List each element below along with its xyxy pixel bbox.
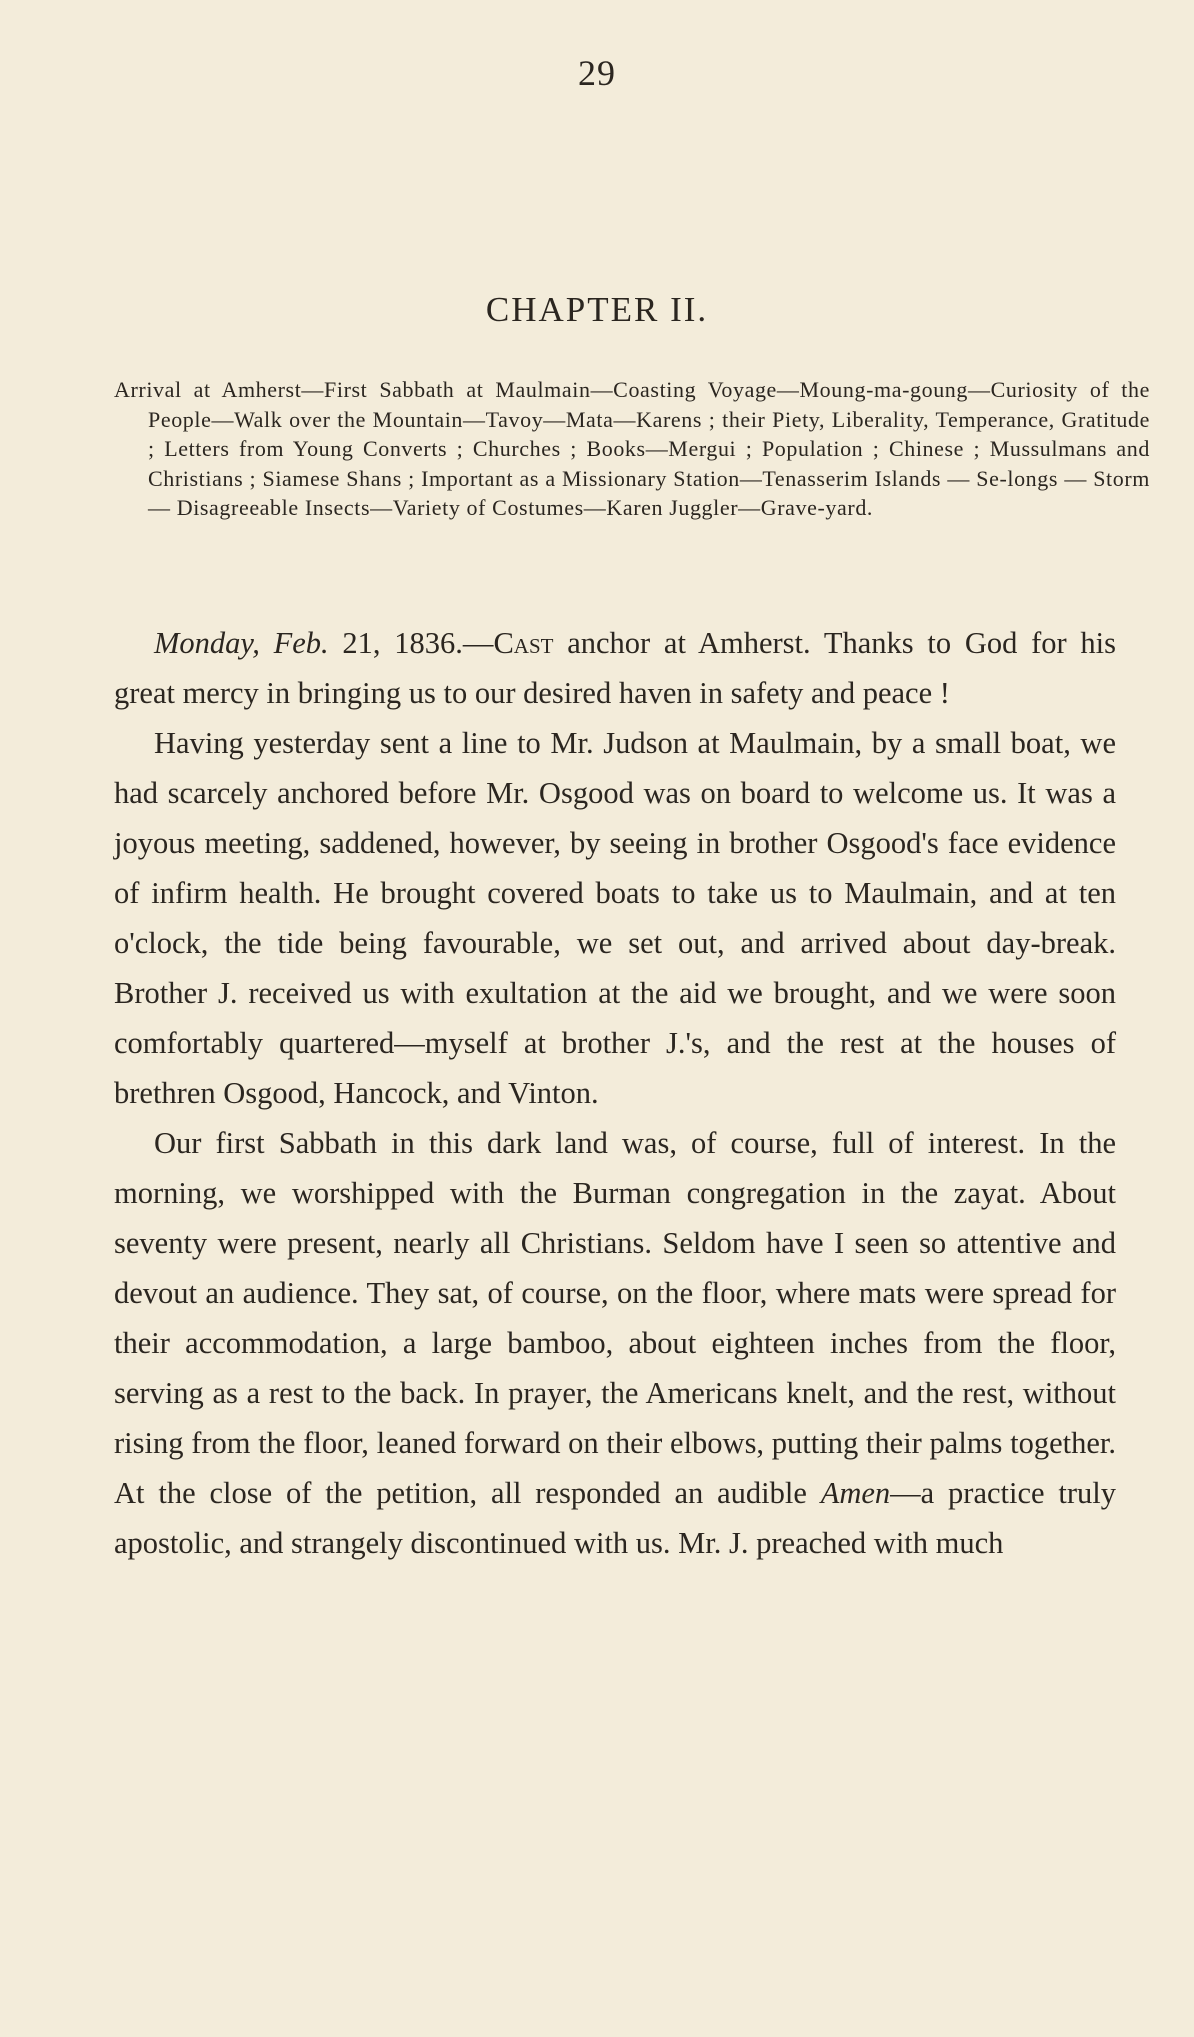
chapter-title: CHAPTER II. [485,290,709,329]
page-number: 29 [578,53,616,93]
entry-date: Monday, Feb. [154,626,329,660]
paragraph-2: Having yesterday sent a line to Mr. Judson at Maulmain, by a small boat, we had scarcely anchored before Mr. Osgood was on board to welcome us. It was a joyous meeting, saddened, however, by seeing in brother Osgood's face evidence of infirm health. He brought covered boats to take us to Maulmain, and at ten o'clock, the tide being favourable, we set out, and arrived about day-break. Brother J. received us with exultation at the aid we brought, and we were soon comfortably quartered—myself at brother J.'s, and the rest at the houses of brethren Osgood, Hancock, and Vinton. [114,726,1116,1110]
paragraph-1 [114,618,1116,718]
paragraph-3-text-before: Our first Sabbath in this dark land was, of course, full of interest. In the morning, we worshipped with the Burman congregation in the zayat. About seventy were present, nearly all Christians. Seldom have I seen so attentive and devout an audience. They sat, of course, on the floor, where mats were spread for their accommodation, a large bamboo, about eighteen inches from the floor, serving as a rest to the back. In prayer, the Americans knelt, and the rest, without rising from the floor, leaned forward on their elbows, putting their palms together. At the close of the petition, all responded an audible [114,1126,1116,1510]
body-text [114,618,1116,1568]
paragraph-3-text-after: —a practice truly apostolic, and strangely discontinued with us. Mr. J. preached with much [114,1476,1116,1560]
chapter-summary: Arrival at Amherst—First Sabbath at Maulmain—Coasting Voyage—Moung-ma-goung—Curiosity of the People—Walk over the Mountain—Tavoy—Mata—Karens ; their Piety, Liberality, Temperance, Gratitude ; Letters from Young Converts ; Churches ; Books—Mergui ; Population ; Chinese ; Mussulmans and Christians ; Siamese Shans ; Important as a Missionary Station—Tenasserim Islands — Se-longs — Storm — Disagreeable Insects—Variety of Costumes—Karen Juggler—Grave-yard. [114,377,1150,520]
paragraph-1-text: anchor at Amherst. Thanks to God for his great mercy in bringing us to our desired haven in safety and peace ! [114,626,1117,710]
entry-first-word: Cast [493,626,554,660]
entry-date-number: 21, 1836.— [328,626,494,660]
amen-word: Amen [820,1476,891,1510]
paragraph-3 [114,1118,1116,1568]
